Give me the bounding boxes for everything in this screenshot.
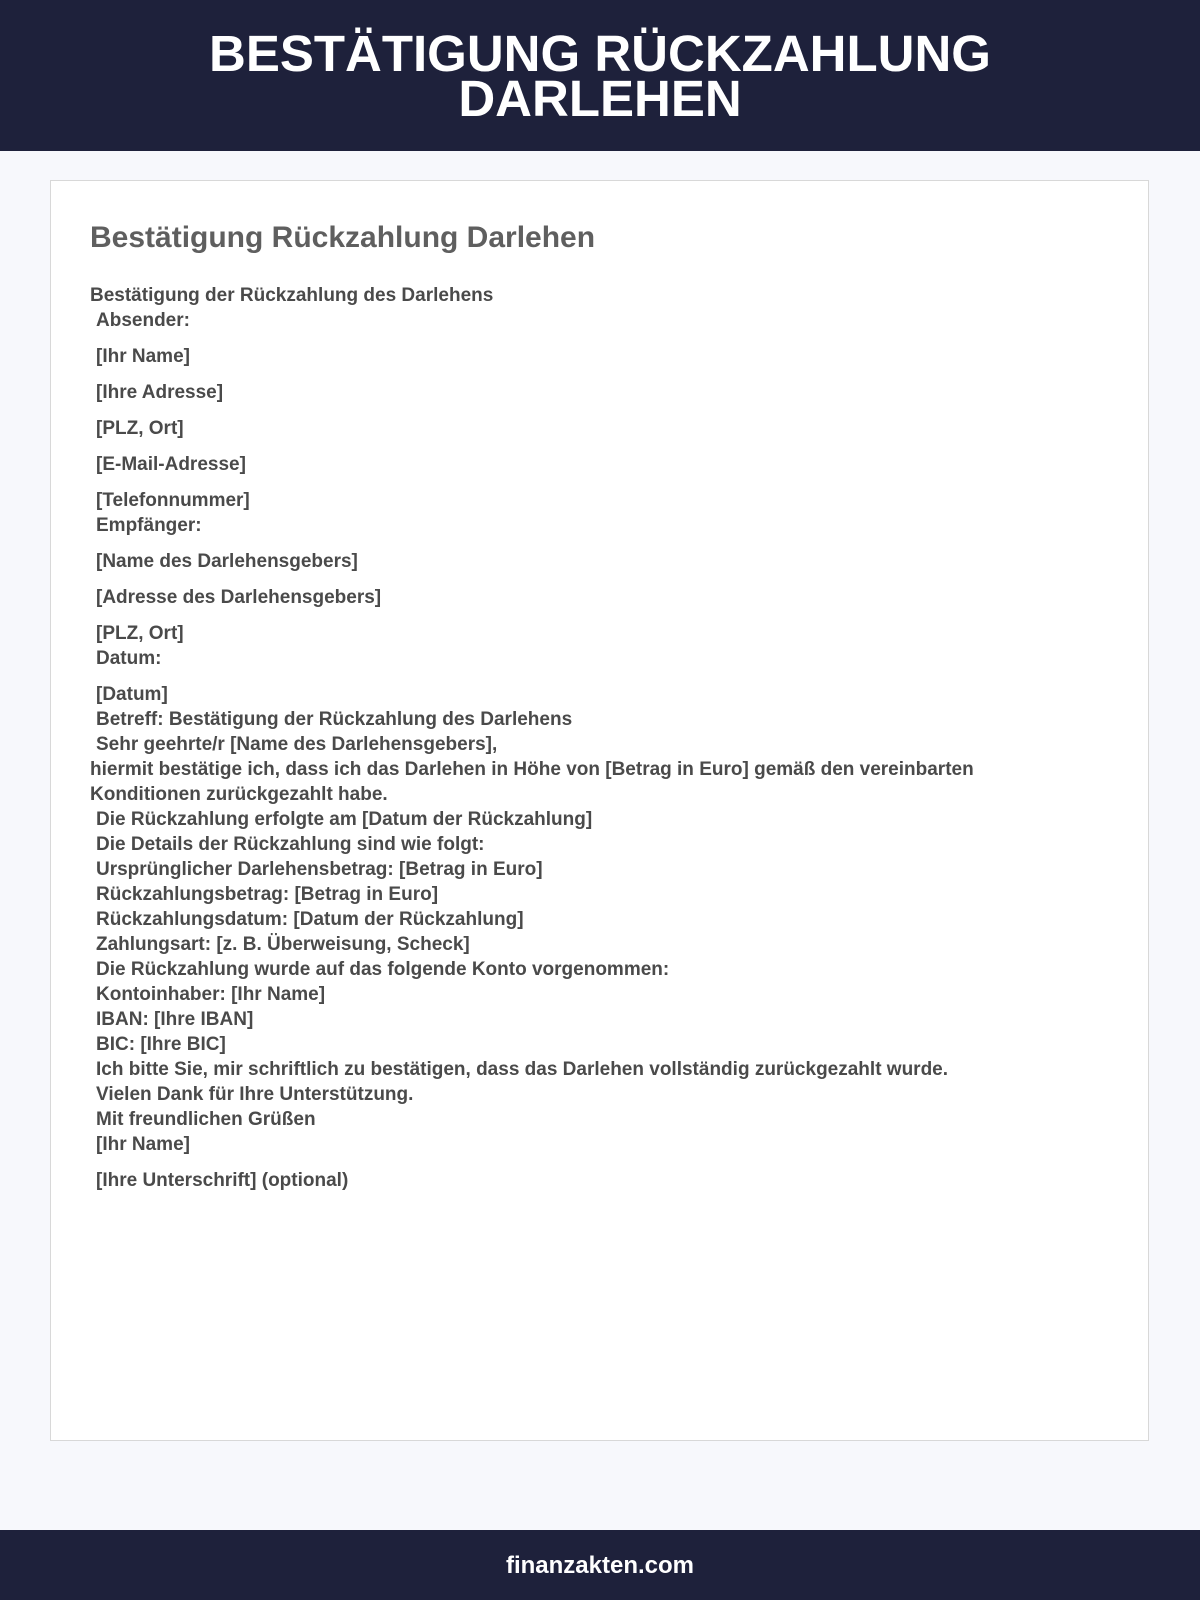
document-line: Die Rückzahlung wurde auf das folgende Konto vorgenommen: xyxy=(96,959,670,980)
document-line: [Ihr Name] xyxy=(96,1134,190,1155)
document-line: Vielen Dank für Ihre Unterstützung. xyxy=(96,1084,414,1105)
document-line: Kontoinhaber: [Ihr Name] xyxy=(96,984,326,1005)
document-title: Bestätigung Rückzahlung Darlehen xyxy=(90,221,596,254)
document-line: Empfänger: xyxy=(96,515,202,536)
document-line: Bestätigung der Rückzahlung des Darlehens xyxy=(90,285,494,306)
document-line: [Ihre Unterschrift] (optional) xyxy=(96,1170,349,1191)
page-title: BESTÄTIGUNG RÜCKZAHLUNG DARLEHEN xyxy=(209,24,991,127)
document-line: [Telefonnummer] xyxy=(96,490,250,511)
document-line: [E-Mail-Adresse] xyxy=(96,454,246,475)
document-line: [Ihr Name] xyxy=(96,346,190,367)
document-line: Ich bitte Sie, mir schriftlich zu bestätigen, dass das Darlehen vollständig zurückgezahlt wurde. xyxy=(96,1059,949,1080)
document-body xyxy=(90,283,1108,1193)
document-line: [Name des Darlehensgebers] xyxy=(96,551,358,572)
document-line: Sehr geehrte/r [Name des Darlehensgebers], xyxy=(96,734,498,755)
document-line: [PLZ, Ort] xyxy=(96,418,184,439)
document-line: hiermit bestätige ich, dass ich das Darlehen in Höhe von [Betrag in Euro] gemäß den vereinbarten Konditionen zurückgezahlt habe. xyxy=(90,759,974,805)
document-line: [Datum] xyxy=(96,684,168,705)
site-header xyxy=(0,0,1200,151)
document-line: Datum: xyxy=(96,648,162,669)
document-line: Mit freundlichen Grüßen xyxy=(96,1109,316,1130)
document-line: Die Details der Rückzahlung sind wie folgt: xyxy=(96,834,485,855)
document-line: Absender: xyxy=(96,310,190,331)
document-line: Rückzahlungsbetrag: [Betrag in Euro] xyxy=(96,884,439,905)
document-line: [Ihre Adresse] xyxy=(96,382,224,403)
document-line: Ursprünglicher Darlehensbetrag: [Betrag in Euro] xyxy=(96,859,543,880)
document-line: Betreff: Bestätigung der Rückzahlung des Darlehens xyxy=(96,709,573,730)
document-line: [Adresse des Darlehensgebers] xyxy=(96,587,382,608)
document-line: Die Rückzahlung erfolgte am [Datum der Rückzahlung] xyxy=(96,809,593,830)
document-line: [PLZ, Ort] xyxy=(96,623,184,644)
document-line: Rückzahlungsdatum: [Datum der Rückzahlung] xyxy=(96,909,524,930)
document-line: Zahlungsart: [z. B. Überweisung, Scheck] xyxy=(96,934,470,955)
site-footer xyxy=(0,1530,1200,1600)
document-line: IBAN: [Ihre IBAN] xyxy=(96,1009,254,1030)
footer-site-link[interactable]: finanzakten.com xyxy=(505,1552,695,1579)
document-line: BIC: [Ihre BIC] xyxy=(96,1034,226,1055)
document-card xyxy=(50,180,1149,1441)
